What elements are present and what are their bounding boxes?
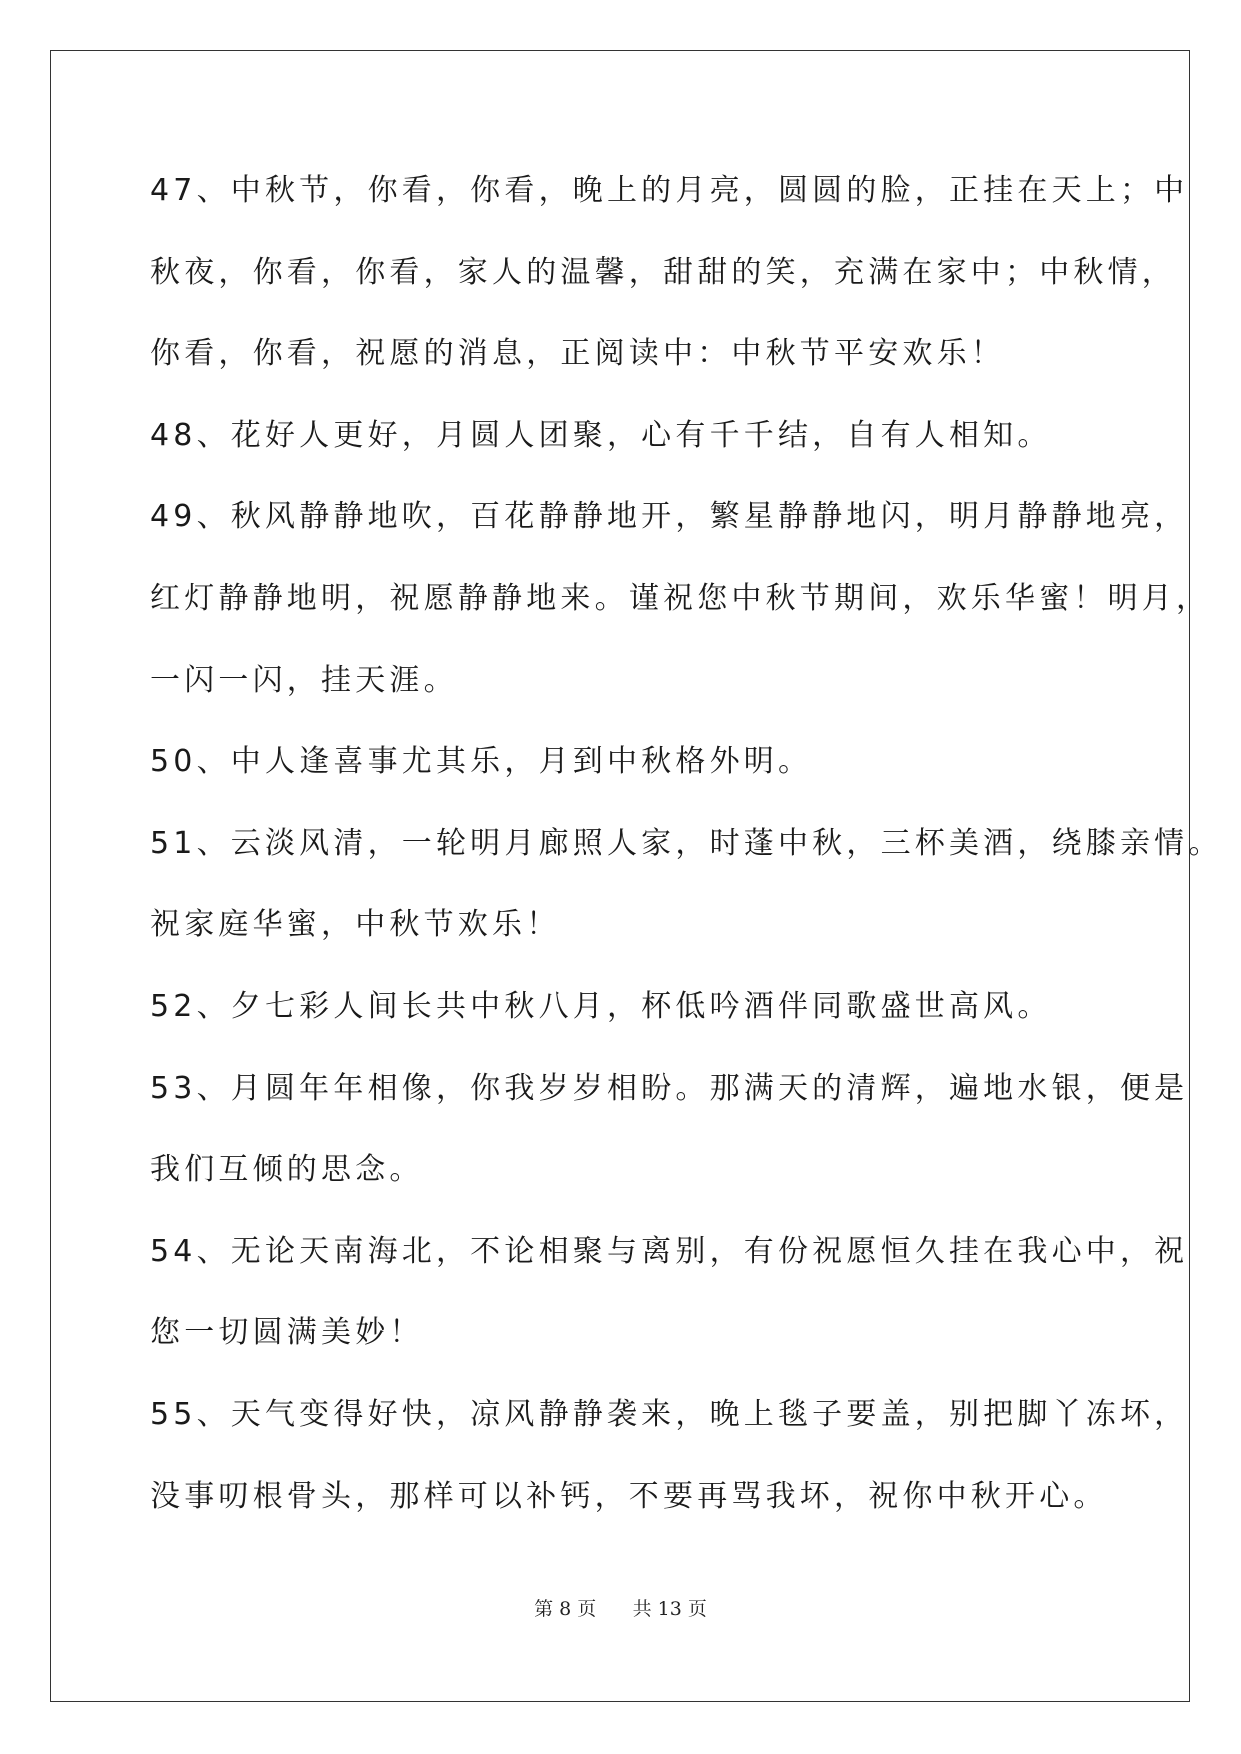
text-line: 秋夜，你看，你看，家人的温馨，甜甜的笑，充满在家中；中秋情， [150,254,1176,290]
text-line: 没事叨根骨头，那样可以补钙，不要再骂我坏，祝你中秋开心。 [150,1478,1108,1514]
text-line: 47、中秋节，你看，你看，晚上的月亮，圆圆的脸，正挂在天上；中 [150,173,1189,208]
text-line: 一闪一闪，挂天涯。 [150,662,458,698]
text-line: 你看，你看，祝愿的消息，正阅读中：中秋节平安欢乐！ [150,336,1005,372]
text-line: 54、无论天南海北，不论相聚与离别，有份祝愿恒久挂在我心中，祝 [150,1233,1189,1269]
text-line: 红灯静静地明，祝愿静静地来。谨祝您中秋节期间，欢乐华蜜！明月， [150,580,1211,616]
text-line: 55、天气变得好快，凉风静静袭来，晚上毯子要盖，别把脚丫冻坏， [150,1396,1189,1432]
text-line: 我们互倾的思念。 [150,1152,424,1188]
text-line: 49、秋风静静地吹，百花静静地开，繁星静静地闪，明月静静地亮， [150,499,1189,535]
page-footer [0,1594,1241,1621]
text-line: 52、夕七彩人间长共中秋八月，杯低吟酒伴同歌盛世高风。 [150,988,1052,1024]
text-line: 53、月圆年年相像，你我岁岁相盼。那满天的清辉，遍地水银，便是 [150,1070,1189,1106]
text-line: 50、中人逢喜事尤其乐，月到中秋格外明。 [150,744,813,780]
text-line: 您一切圆满美妙！ [150,1315,424,1351]
document-body [150,163,1223,1550]
footer-gap [602,1598,626,1620]
text-line: 51、云淡风清，一轮明月廊照人家，时蓬中秋，三杯美酒，绕膝亲情。 [150,825,1223,861]
text-line: 祝家庭华蜜，中秋节欢乐！ [150,907,561,943]
page-number: 第 8 页 [534,1598,597,1620]
total-pages: 共 13 页 [632,1598,707,1620]
text-line: 48、花好人更好，月圆人团聚，心有千千结，自有人相知。 [150,417,1052,453]
